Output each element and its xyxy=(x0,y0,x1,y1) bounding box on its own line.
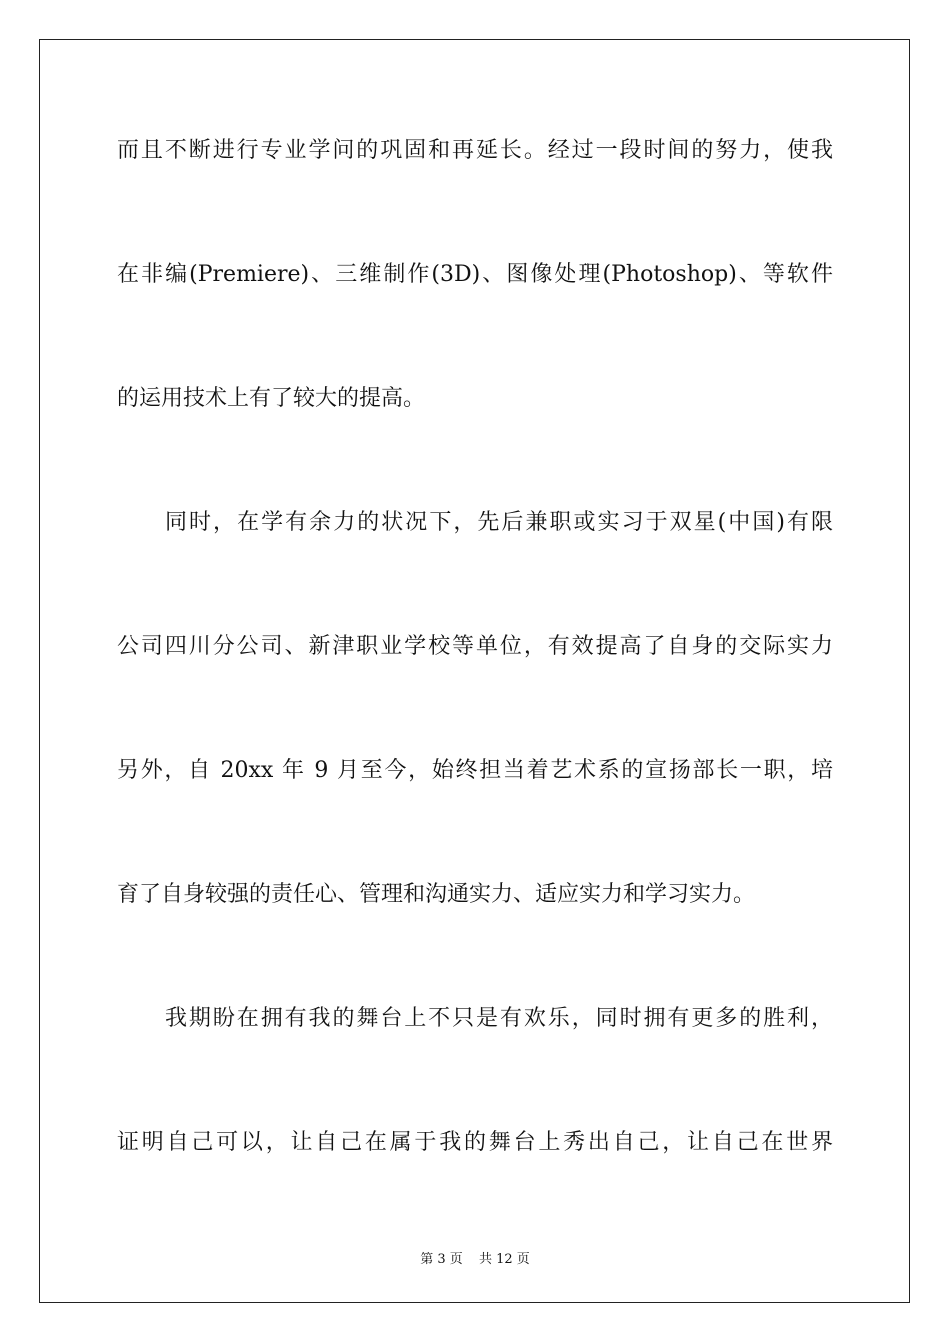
page-border xyxy=(39,39,910,1303)
page-total: 共 12 页 xyxy=(478,1252,530,1267)
body-line-7: 育了自身较强的责任心、管理和沟通实力、适应实力和学习实力。 xyxy=(117,882,756,907)
body-line-9: 证明自己可以，让自己在属于我的舞台上秀出自己，让自己在世界 xyxy=(117,1130,833,1155)
body-line-4: 同时，在学有余力的状况下，先后兼职或实习于双星(中国)有限 xyxy=(165,510,833,535)
body-line-6: 另外，自 20xx 年 9 月至今，始终担当着艺术系的宣扬部长一职，培 xyxy=(117,758,833,783)
body-line-1: 而且不断进行专业学问的巩固和再延长。经过一段时间的努力，使我 xyxy=(117,138,833,163)
body-line-5: 公司四川分公司、新津职业学校等单位，有效提高了自身的交际实力 xyxy=(117,634,833,659)
body-line-8: 我期盼在拥有我的舞台上不只是有欢乐，同时拥有更多的胜利， xyxy=(165,1006,833,1031)
body-line-3: 的运用技术上有了较大的提高。 xyxy=(117,386,426,411)
page-number: 第 3 页 xyxy=(420,1252,463,1267)
body-line-2: 在非编(Premiere)、三维制作(3D)、图像处理(Photoshop)、等软件 xyxy=(117,262,833,287)
page-footer xyxy=(0,1248,950,1267)
